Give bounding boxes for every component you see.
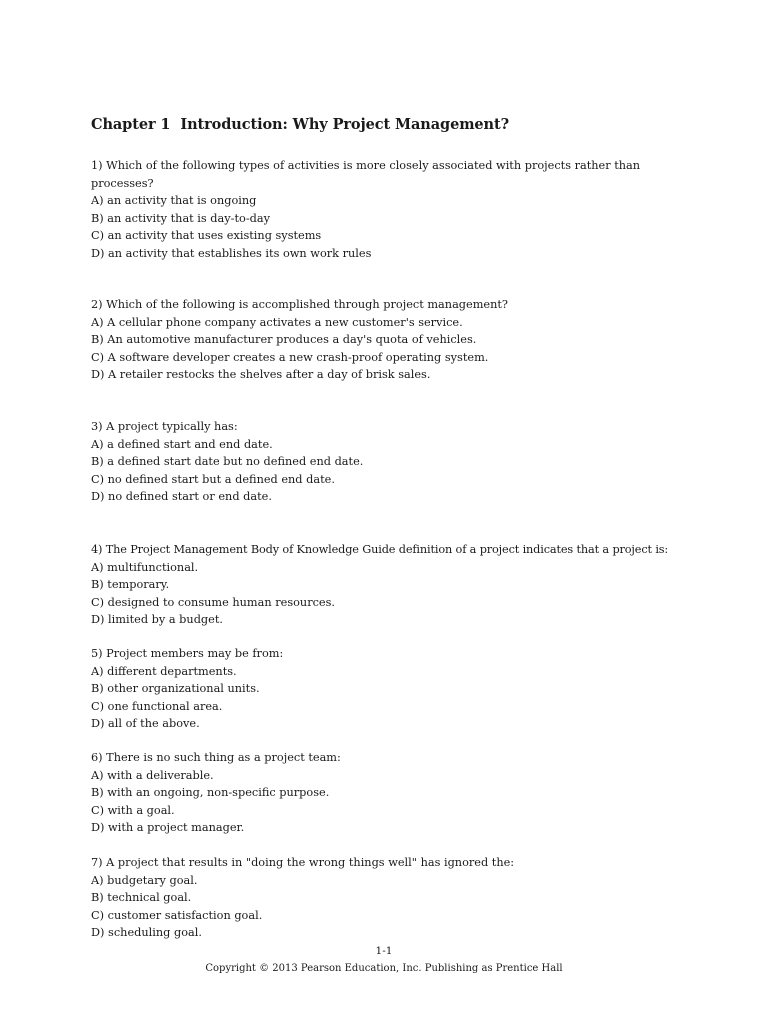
option-c: C) an activity that uses existing systems bbox=[91, 229, 322, 242]
option-b: B) temporary. bbox=[91, 578, 170, 591]
chapter-title bbox=[91, 116, 509, 133]
option-c: C) customer satisfaction goal. bbox=[91, 908, 263, 922]
option-d: D) an activity that establishes its own work rules bbox=[91, 246, 372, 260]
option-d: D) all of the above. bbox=[91, 717, 200, 730]
option-d: D) with a project manager. bbox=[91, 821, 245, 834]
option-b: B) An automotive manufacturer produces a day's quota of vehicles. bbox=[91, 333, 477, 346]
question-1 bbox=[91, 157, 681, 262]
question-stem: 3) A project typically has: bbox=[91, 420, 238, 433]
option-a: A) a defined start and end date. bbox=[91, 437, 273, 451]
chapter-name: Introduction: Why Project Management? bbox=[180, 116, 509, 133]
question-stem: 7) A project that results in "doing the wrong things well" has ignored the: bbox=[91, 856, 515, 869]
page-number: 1-1 bbox=[375, 945, 393, 957]
option-a: A) multifunctional. bbox=[91, 560, 199, 574]
question-stem: 6) There is no such thing as a project team: bbox=[91, 751, 341, 764]
option-a: A) an activity that is ongoing bbox=[91, 194, 257, 207]
question-stem: 2) Which of the following is accomplished through project management? bbox=[91, 298, 508, 311]
option-b: B) with an ongoing, non-specific purpose. bbox=[91, 786, 330, 799]
option-c: C) designed to consume human resources. bbox=[91, 595, 336, 609]
copyright-notice: Copyright © 2013 Pearson Education, Inc. Publishing as Prentice Hall bbox=[205, 963, 563, 974]
option-a: A) A cellular phone company activates a new customer's service. bbox=[91, 315, 463, 329]
question-2 bbox=[91, 296, 681, 384]
question-5 bbox=[91, 645, 681, 733]
option-b: B) technical goal. bbox=[91, 891, 192, 904]
option-d: D) A retailer restocks the shelves after a day of brisk sales. bbox=[91, 368, 431, 381]
question-6 bbox=[91, 749, 681, 837]
question-stem: 4) The Project Management Body of Knowledge Guide definition of a project indicates that a project is: bbox=[91, 543, 669, 556]
option-c: C) one functional area. bbox=[91, 699, 223, 713]
option-c: C) A software developer creates a new crash-proof operating system. bbox=[91, 350, 489, 364]
chapter-number: Chapter 1 bbox=[91, 116, 171, 133]
option-c: C) with a goal. bbox=[91, 803, 175, 817]
option-d: D) no defined start or end date. bbox=[91, 490, 272, 503]
question-stem: 1) Which of the following types of activities is more closely associated with projects rather than processes? bbox=[91, 159, 641, 190]
option-b: B) an activity that is day-to-day bbox=[91, 211, 270, 225]
question-7 bbox=[91, 854, 681, 942]
question-stem: 5) Project members may be from: bbox=[91, 647, 284, 660]
option-d: D) limited by a budget. bbox=[91, 613, 223, 626]
option-b: B) a defined start date but no defined end date. bbox=[91, 455, 364, 468]
option-c: C) no defined start but a defined end date. bbox=[91, 472, 335, 486]
option-b: B) other organizational units. bbox=[91, 682, 260, 695]
question-4 bbox=[91, 541, 691, 629]
question-3 bbox=[91, 418, 681, 506]
option-a: A) with a deliverable. bbox=[91, 768, 214, 782]
option-a: A) different departments. bbox=[91, 664, 237, 678]
option-a: A) budgetary goal. bbox=[91, 873, 198, 887]
option-d: D) scheduling goal. bbox=[91, 926, 202, 939]
